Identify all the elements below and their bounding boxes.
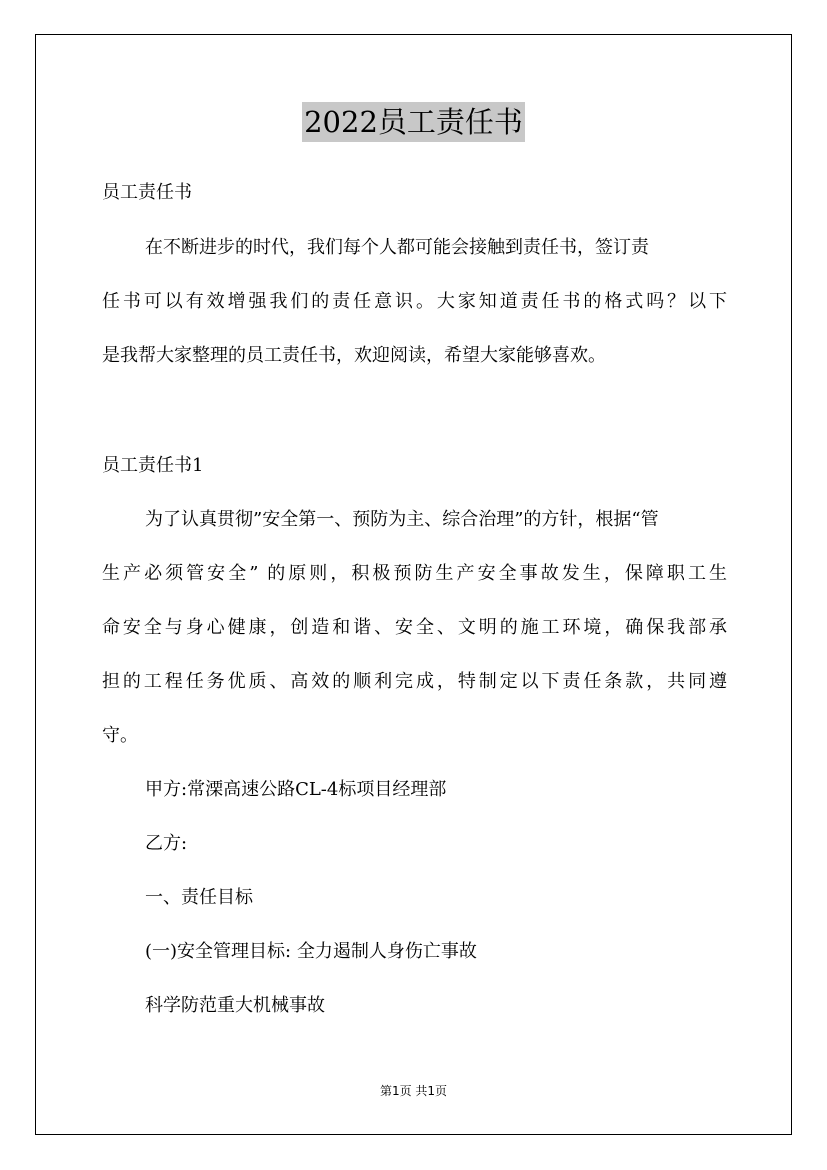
title-container xyxy=(0,102,827,142)
section-heading: 员工责任书 xyxy=(102,182,192,203)
page-footer: 第1页 共1页 xyxy=(379,1084,448,1098)
document-title: 2022员工责任书 xyxy=(302,102,525,142)
paragraph-line: 科学防范重大机械事故 xyxy=(145,995,325,1016)
party-a-line: 甲方:常溧高速公路CL-4标项目经理部 xyxy=(145,779,447,800)
section-heading: 员工责任书1 xyxy=(102,455,204,476)
paragraph-line: 在不断进步的时代，我们每个人都可能会接触到责任书，签订责 xyxy=(145,237,649,258)
party-b-line: 乙方: xyxy=(145,833,188,854)
paragraph-line: 为了认真贯彻”安全第一、预防为主、综合治理”的方针，根据“管 xyxy=(145,509,659,530)
paragraph-line: 是我帮大家整理的员工责任书，欢迎阅读，希望大家能够喜欢。 xyxy=(102,345,606,366)
paragraph-line: 任书可以有效增强我们的责任意识。大家知道责任书的格式吗？以下 xyxy=(102,291,727,312)
paragraph-line: 担的工程任务优质、高效的顺利完成，特制定以下责任条款，共同遵 xyxy=(102,671,727,692)
subsection-heading: 一、责任目标 xyxy=(145,887,253,908)
paragraph-line: 生产必须管安全” 的原则，积极预防生产安全事故发生，保障职工生 xyxy=(102,563,727,584)
paragraph-line: (一)安全管理目标: 全力遏制人身伤亡事故 xyxy=(145,941,477,962)
paragraph-line: 命安全与身心健康，创造和谐、安全、文明的施工环境，确保我部承 xyxy=(102,617,727,638)
paragraph-line: 守。 xyxy=(102,725,138,746)
